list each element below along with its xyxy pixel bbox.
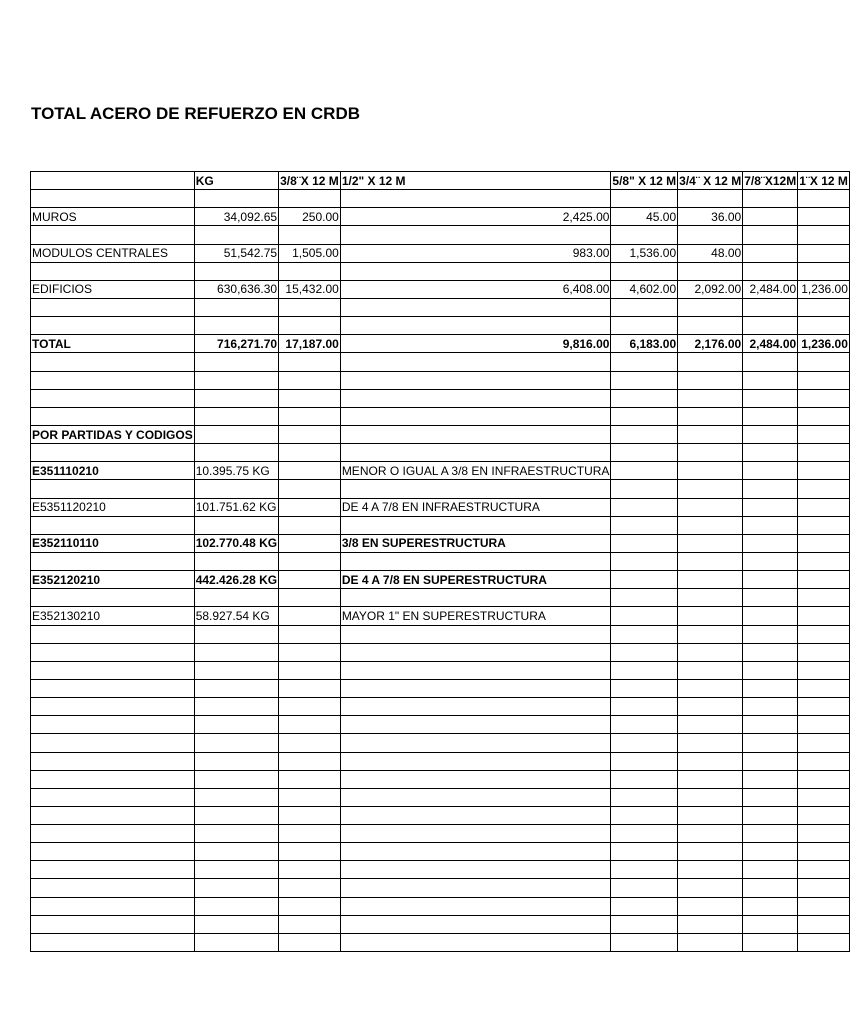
empty-row [31,480,850,498]
total-row [31,335,850,353]
empty-row [31,933,850,951]
total-1-2[interactable]: 9,816.00 [340,335,611,353]
item-kg[interactable] [194,462,278,480]
item-desc[interactable] [340,534,611,552]
empty-row [31,661,850,679]
code-row [31,571,850,589]
empty-row [31,843,850,861]
value-1[interactable]: 1,236.00 [798,280,850,298]
page-title: TOTAL ACERO DE REFUERZO EN CRDB [31,104,360,123]
item-desc-text: 3/8 EN SUPERESTRUCTURA [341,536,506,551]
item-kg[interactable] [194,534,278,552]
total-3-4[interactable]: 2,176.00 [678,335,743,353]
code-row [31,462,850,480]
table-row [31,244,850,262]
item-desc-text: DE 4 A 7/8 EN INFRAESTRUCTURA [341,500,540,515]
empty-row [31,516,850,534]
empty-row [31,734,850,752]
total-kg[interactable]: 716,271.70 [194,335,278,353]
steel-table [30,171,850,952]
value-7-8[interactable]: 2,484.00 [743,280,798,298]
empty-row [31,679,850,697]
empty-row [31,552,850,570]
code-row [31,607,850,625]
value-5-8[interactable]: 45.00 [611,208,678,226]
table-row [31,208,850,226]
item-kg[interactable] [194,498,278,516]
empty-row [31,625,850,643]
empty-row [31,226,850,244]
empty-row [31,298,850,316]
code-row [31,498,850,516]
empty-row [31,861,850,879]
header-1[interactable]: 1¨X 12 M [798,172,850,190]
value-3-8[interactable]: 15,432.00 [279,280,341,298]
item-code[interactable]: E352130210 [31,607,195,625]
empty-row [31,262,850,280]
empty-row [31,698,850,716]
row-label[interactable]: MUROS [31,208,195,226]
header-row [31,172,850,190]
row-label[interactable]: EDIFICIOS [31,280,195,298]
header-7-8[interactable]: 7/8¨X12M [743,172,798,190]
value-5-8[interactable]: 4,602.00 [611,280,678,298]
value-5-8[interactable]: 1,536.00 [611,244,678,262]
value-3-8[interactable]: 250.00 [279,208,341,226]
empty-row [31,389,850,407]
item-code[interactable]: E352110110 [31,534,195,552]
item-code[interactable]: E5351120210 [31,498,195,516]
total-5-8[interactable]: 6,183.00 [611,335,678,353]
empty-row [31,806,850,824]
item-code[interactable]: E351110210 [31,462,195,480]
item-desc-text: DE 4 A 7/8 EN SUPERESTRUCTURA [341,572,547,587]
value-3-4[interactable]: 48.00 [678,244,743,262]
item-kg-text: 442.426.28 KG [195,572,278,587]
header-1-2[interactable]: 1/2" X 12 M [340,172,611,190]
section-heading-text: POR PARTIDAS Y CODIGOS [32,427,193,442]
item-code[interactable]: E352120210 [31,571,195,589]
item-desc[interactable] [340,571,611,589]
item-kg-text: 10.395.75 KG [195,463,270,478]
header-5-8[interactable]: 5/8" X 12 M [611,172,678,190]
item-desc[interactable] [340,498,611,516]
value-1-2[interactable]: 983.00 [340,244,611,262]
empty-row [31,825,850,843]
empty-row [31,643,850,661]
item-kg-text: 58.927.54 KG [195,608,270,623]
section-heading[interactable] [31,425,195,443]
value-1-2[interactable]: 6,408.00 [340,280,611,298]
empty-row [31,317,850,335]
table-row [31,280,850,298]
value-3-8[interactable]: 1,505.00 [279,244,341,262]
empty-row [31,589,850,607]
header-kg[interactable]: KG [194,172,278,190]
item-kg[interactable] [194,607,278,625]
item-desc[interactable] [340,607,611,625]
total-7-8[interactable]: 2,484.00 [743,335,798,353]
empty-row [31,371,850,389]
total-1[interactable]: 1,236.00 [798,335,850,353]
item-desc[interactable] [340,462,611,480]
row-label[interactable]: TOTAL [31,335,195,353]
empty-row [31,752,850,770]
item-kg[interactable] [194,571,278,589]
header-3-8[interactable]: 3/8¨X 12 M [279,172,341,190]
empty-row [31,716,850,734]
section-row [31,425,850,443]
empty-row [31,879,850,897]
item-kg-text: 101.751.62 KG [195,500,277,515]
cell[interactable] [31,172,195,190]
value-3-4[interactable]: 36.00 [678,208,743,226]
empty-row [31,353,850,371]
empty-row [31,897,850,915]
empty-row [31,788,850,806]
value-kg[interactable]: 51,542.75 [194,244,278,262]
empty-row [31,190,850,208]
total-3-8[interactable]: 17,187.00 [279,335,341,353]
item-desc-text: MENOR O IGUAL A 3/8 EN INFRAESTRUCTURA [341,463,610,478]
empty-row [31,770,850,788]
value-3-4[interactable]: 2,092.00 [678,280,743,298]
empty-row [31,915,850,933]
item-kg-text: 102.770.48 KG [195,536,278,551]
row-label[interactable]: MODULOS CENTRALES [31,244,195,262]
value-kg[interactable]: 34,092.65 [194,208,278,226]
empty-row [31,407,850,425]
header-3-4[interactable]: 3/4¨ X 12 M [678,172,743,190]
empty-row [31,444,850,462]
code-row [31,534,850,552]
value-kg[interactable]: 630,636.30 [194,280,278,298]
value-1-2[interactable]: 2,425.00 [340,208,611,226]
item-desc-text: MAYOR 1" EN SUPERESTRUCTURA [341,608,546,623]
